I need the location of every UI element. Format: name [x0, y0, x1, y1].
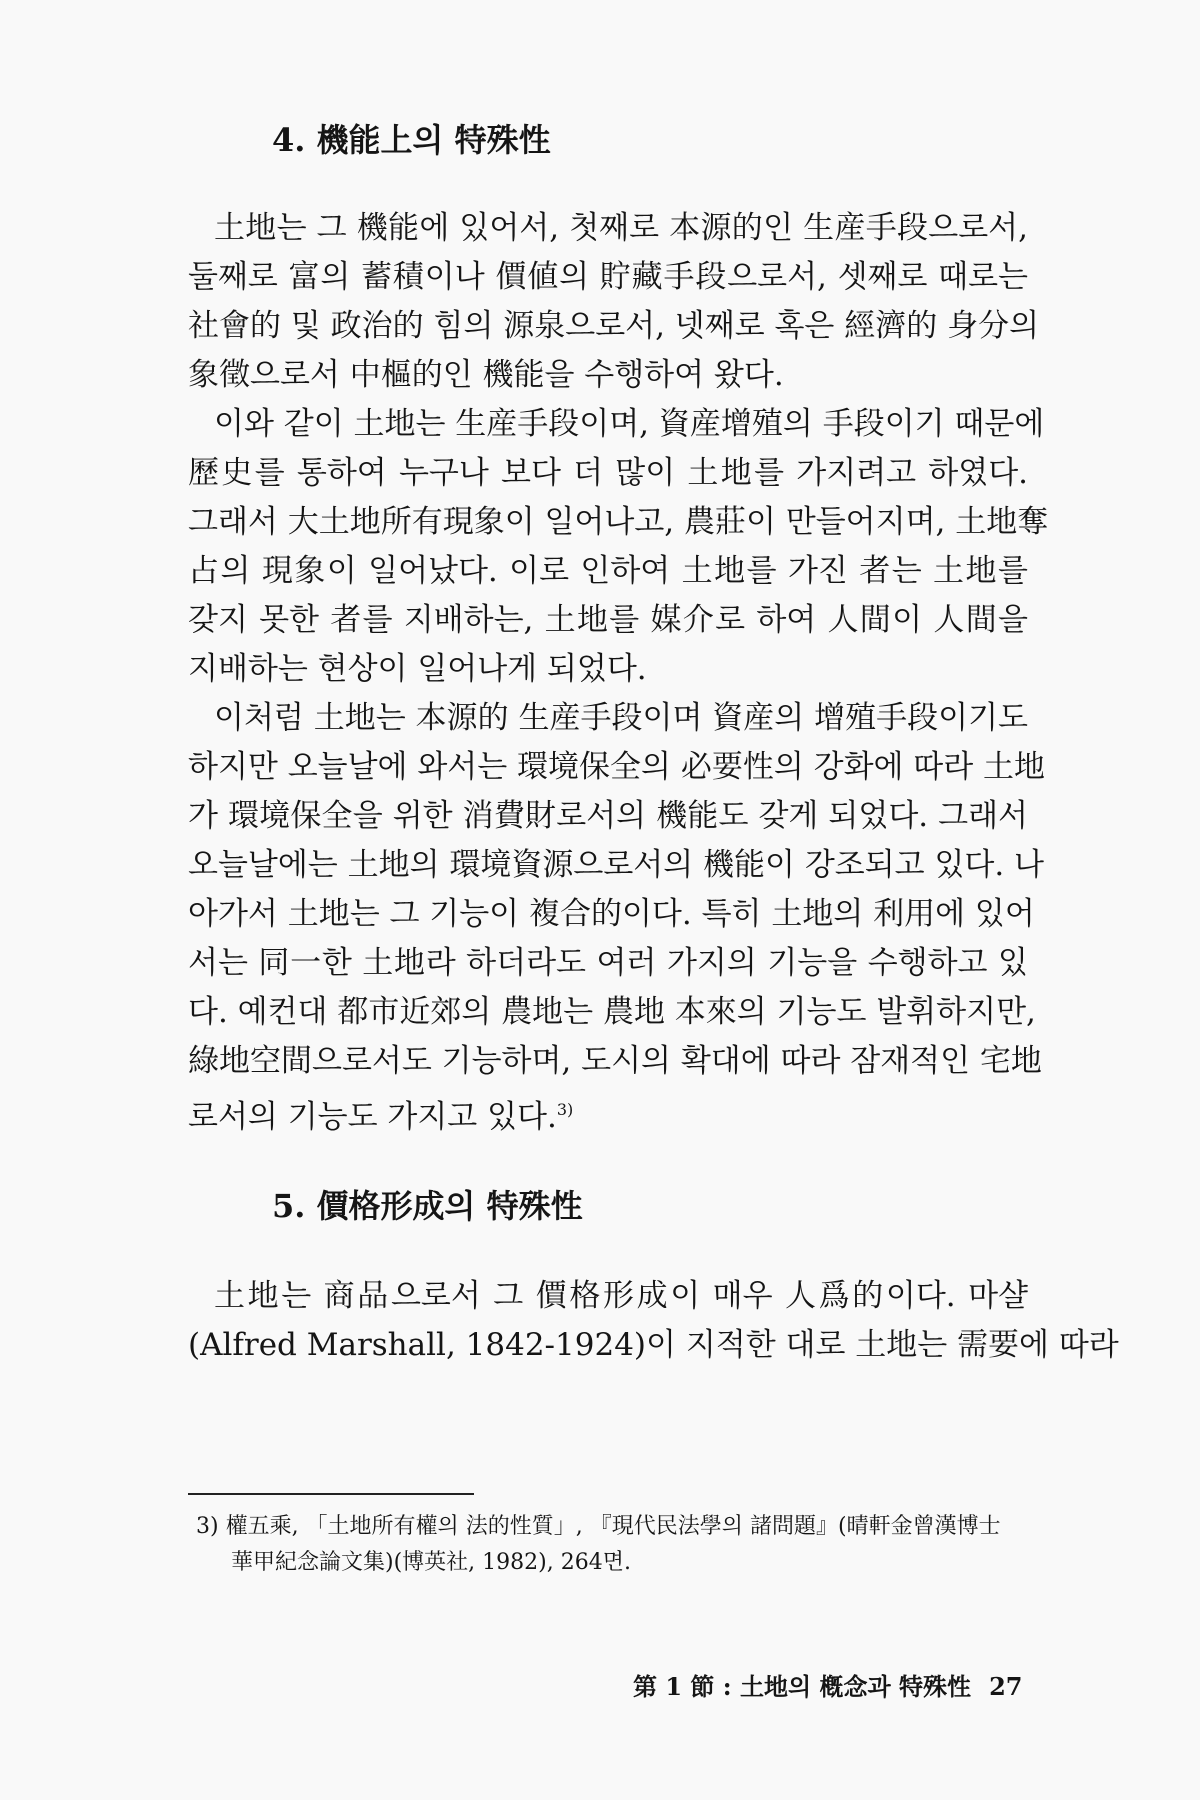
footnote-line: 華甲紀念論文集)(博英社, 1982), 264면. — [231, 1550, 631, 1575]
paragraph-line: 歷史를 통하여 누구나 보다 더 많이 土地를 가지려고 하였다. — [188, 455, 1028, 491]
footnote-line: 3) 權五乘, 「土地所有權의 法的性質」, 『現代民法學의 諸問題』(晴軒金曾漢博士 — [196, 1514, 1001, 1539]
paragraph-line: 綠地空間으로서도 기능하며, 도시의 확대에 따라 잠재적인 宅地 — [188, 1043, 1042, 1079]
paragraph-line: 土地는 그 機能에 있어서, 첫째로 本源的인 生産手段으로서, — [214, 210, 1028, 246]
paragraph-line: 아가서 土地는 그 기능이 複合的이다. 특히 土地의 利用에 있어 — [188, 896, 1035, 932]
paragraph-line: 社會的 및 政治的 힘의 源泉으로서, 넷째로 혹은 經濟的 身分의 — [188, 308, 1040, 344]
page-number: 27 — [989, 1672, 1023, 1701]
paragraph-line: 하지만 오늘날에 와서는 環境保全의 必要性의 강화에 따라 土地 — [188, 749, 1046, 785]
section-5-heading: 5. 價格形成의 特殊性 — [272, 1187, 583, 1225]
section-4-heading: 4. 機能上의 特殊性 — [272, 121, 551, 159]
paragraph-line: 오늘날에는 土地의 環境資源으로서의 機能이 강조되고 있다. 나 — [188, 847, 1045, 883]
paragraph-line: 이와 같이 土地는 生産手段이며, 資産增殖의 手段이기 때문에 — [214, 406, 1045, 442]
paragraph-line: 서는 同一한 土地라 하더라도 여러 가지의 기능을 수행하고 있 — [188, 945, 1028, 981]
running-title: 第 1 節 : 土地의 槪念과 特殊性 — [633, 1672, 972, 1701]
paragraph-line: 土地는 商品으로서 그 價格形成이 매우 人爲的이다. 마샬 — [214, 1278, 1028, 1314]
paragraph-line: 다. 예컨대 都市近郊의 農地는 農地 本來의 기능도 발휘하지만, — [188, 994, 1036, 1030]
paragraph-line: 둘째로 富의 蓄積이나 價値의 貯藏手段으로서, 셋째로 때로는 — [188, 259, 1028, 295]
footnote-reference: 3) — [556, 1100, 574, 1119]
paragraph-line: (Alfred Marshall, 1842-1924)이 지적한 대로 土地는 需要에 따라 — [188, 1327, 1119, 1363]
paragraph-line-text: 로서의 기능도 가지고 있다. — [188, 1099, 557, 1135]
paragraph-line: 가 環境保全을 위한 消費財로서의 機能도 갖게 되었다. 그래서 — [188, 798, 1028, 834]
paragraph-line: 갖지 못한 者를 지배하는, 土地를 媒介로 하여 人間이 人間을 — [188, 602, 1028, 638]
footnote-divider — [188, 1493, 474, 1495]
paragraph-line: 그래서 大土地所有現象이 일어나고, 農莊이 만들어지며, 土地奪 — [188, 504, 1049, 540]
paragraph-line: 象徵으로서 中樞的인 機能을 수행하여 왔다. — [188, 357, 784, 393]
paragraph-line: 占의 現象이 일어났다. 이로 인하여 土地를 가진 者는 土地를 — [188, 553, 1028, 589]
paragraph-line: 지배하는 현상이 일어나게 되었다. — [188, 651, 647, 687]
page-footer — [633, 1671, 1022, 1703]
paragraph-line: 이처럼 土地는 本源的 生産手段이며 資産의 增殖手段이기도 — [214, 700, 1028, 736]
paragraph-line — [188, 1090, 1028, 1137]
